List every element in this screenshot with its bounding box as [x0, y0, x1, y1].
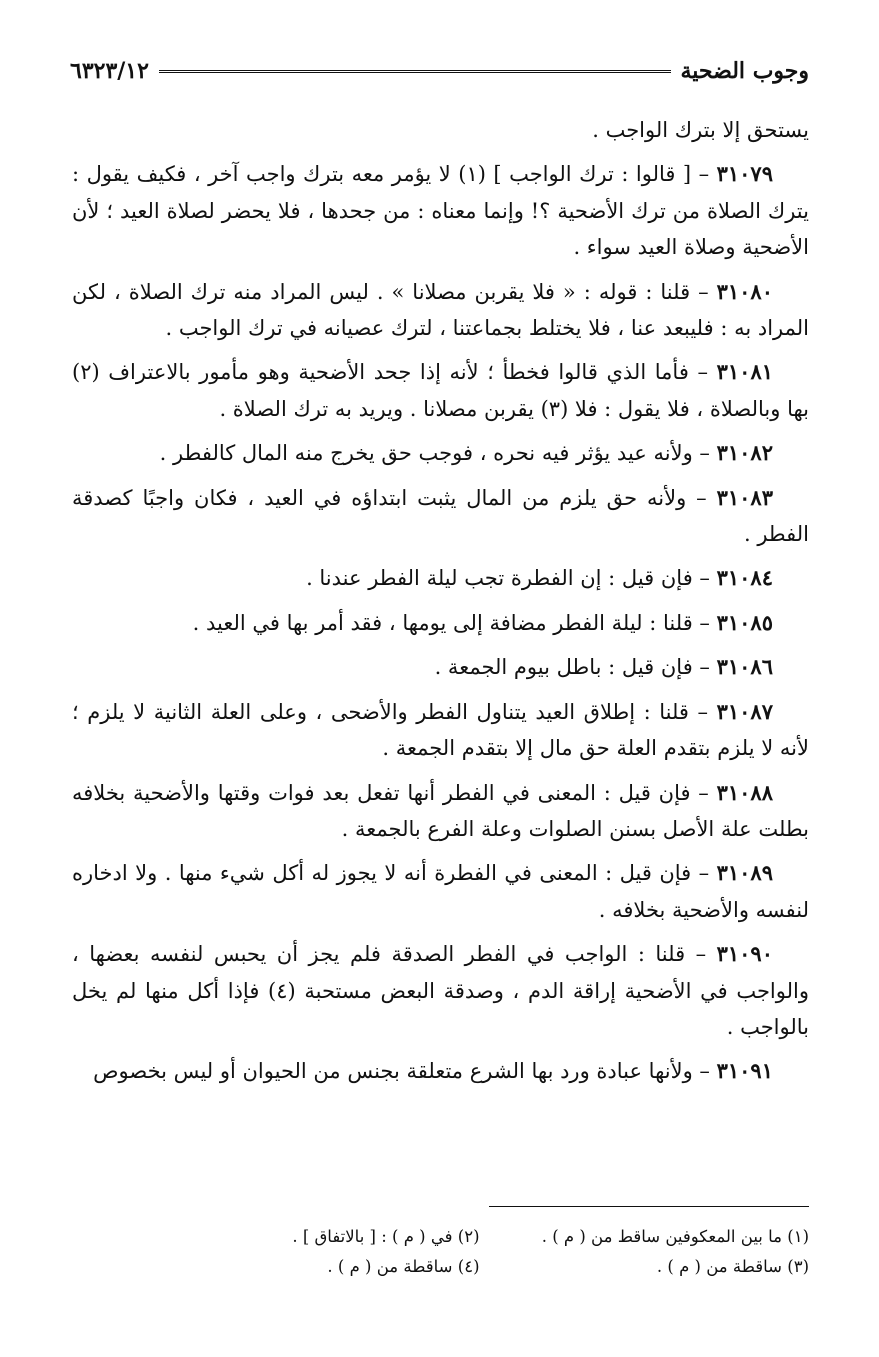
paragraph-text: – ولأنها عبادة ورد بها الشرع متعلقة بجنس من الحيوان أو ليس بخصوص — [93, 1059, 710, 1084]
main-text — [72, 112, 809, 1098]
paragraph-number: ٣١٠٨٠ — [716, 278, 773, 304]
paragraph — [72, 855, 809, 928]
footnote: (١) ما بين المعكوفين ساقط من ( م ) . — [541, 1227, 809, 1246]
paragraph-number: ٣١٠٩١ — [716, 1058, 773, 1084]
paragraph — [72, 480, 809, 553]
paragraph-text: – فإن قيل : المعنى في الفطر أنها تفعل بعد فوات وقتها والأضحية بخلافه بطلت علة الأصل بسنن الصلوات وعلة الفرع بالجمعة . — [72, 780, 809, 841]
paragraph — [72, 560, 809, 596]
paragraph-text: – فإن قيل : إن الفطرة تجب ليلة الفطر عندنا . — [306, 566, 710, 591]
footnote: (٢) في ( م ) : [ بالاتفاق ] . — [292, 1227, 480, 1246]
paragraph-number: ٣١٠٧٩ — [716, 161, 773, 187]
running-header — [70, 58, 809, 84]
paragraph-number: ٣١٠٩٠ — [716, 941, 773, 967]
paragraph — [72, 354, 809, 427]
paragraph-number: ٣١٠٨٧ — [716, 698, 773, 724]
paragraph-text: – فإن قيل : المعنى في الفطرة أنه لا يجوز له أكل شيء منها . ولا ادخاره لنفسه والأضحية بخلافه . — [72, 861, 809, 922]
paragraph — [72, 112, 809, 148]
paragraph-text: – فأما الذي قالوا فخطأ ؛ لأنه إذا جحد الأضحية وهو مأمور بالاعتراف (٢) بها وبالصلاة ، فلا يقول : فلا (٣) يقربن مصلانا . ويريد به ترك الصلاة . — [72, 360, 809, 421]
footnote-divider — [489, 1206, 809, 1207]
paragraph-number: ٣١٠٨٣ — [716, 484, 773, 510]
paragraph-number: ٣١٠٨٦ — [716, 654, 773, 680]
paragraph-number: ٣١٠٨٢ — [716, 440, 773, 466]
paragraph-number: ٣١٠٨١ — [716, 359, 774, 385]
paragraph-text: – قلنا : ليلة الفطر مضافة إلى يومها ، فقد أمر بها في العيد . — [192, 610, 710, 635]
footnote: (٣) ساقطة من ( م ) . — [656, 1257, 809, 1276]
paragraph-text: – قلنا : الواجب في الفطر الصدقة فلم يجز أن يحبس لنفسه بعضها ، والواجب في الأضحية إراقة الدم ، وصدقة البعض مستحبة (٤) فإذا أكل منها لم يخل بالواجب . — [72, 942, 809, 1039]
paragraph — [72, 274, 809, 347]
paragraph-number: ٣١٠٨٩ — [716, 860, 773, 886]
footnote: (٤) ساقطة من ( م ) . — [327, 1257, 480, 1276]
paragraph — [72, 649, 809, 685]
paragraph — [72, 775, 809, 848]
paragraph-text: – ولأنه حق يلزم من المال يثبت ابتداؤه في العيد ، فكان واجبًا كصدقة الفطر . — [72, 485, 809, 547]
paragraph-text: – قلنا : قوله : « فلا يقربن مصلانا » . ليس المراد منه ترك الصلاة ، لكن المراد به : فليبعد عنا ، فلا يختلط بجماعتنا ، لترك عصيانه في ترك الواجب . — [72, 279, 809, 341]
paragraph — [72, 435, 809, 471]
paragraph — [72, 156, 809, 265]
paragraph — [72, 936, 809, 1045]
paragraph-text: – [ قالوا : ترك الواجب ] (١) لا يؤمر معه بترك واجب آخر ، فكيف يقول : يترك الصلاة من ترك الأضحية ؟! وإنما معناه : من جحدها ، فلا يحضر لصلاة العيد ؛ لأن الأضحية وصلاة العيد سواء . — [72, 162, 809, 260]
paragraph-text: – قلنا : إطلاق العيد يتناول الفطر والأضحى ، وعلى العلة الثانية لا يلزم ؛ لأنه لا يلزم بتقدم العلة حق مال إلا بتقدم الجمعة . — [72, 699, 809, 761]
paragraph-number: ٣١٠٨٨ — [716, 779, 773, 805]
footnotes — [190, 1222, 809, 1282]
paragraph — [72, 605, 809, 641]
header-title: وجوب الضحية — [680, 58, 809, 84]
paragraph-text: – ولأنه عيد يؤثر فيه نحره ، فوجب حق يخرج منه المال كالفطر . — [159, 441, 710, 466]
paragraph-text: يستحق إلا بترك الواجب . — [592, 118, 809, 142]
paragraph-number: ٣١٠٨٥ — [716, 609, 773, 635]
paragraph — [72, 694, 809, 767]
paragraph-number: ٣١٠٨٤ — [716, 565, 773, 591]
paragraph — [72, 1053, 809, 1089]
header-rule — [159, 70, 671, 73]
page-number: ٦٣٢٣/١٢ — [70, 58, 149, 84]
paragraph-text: – فإن قيل : باطل بيوم الجمعة . — [434, 655, 710, 680]
